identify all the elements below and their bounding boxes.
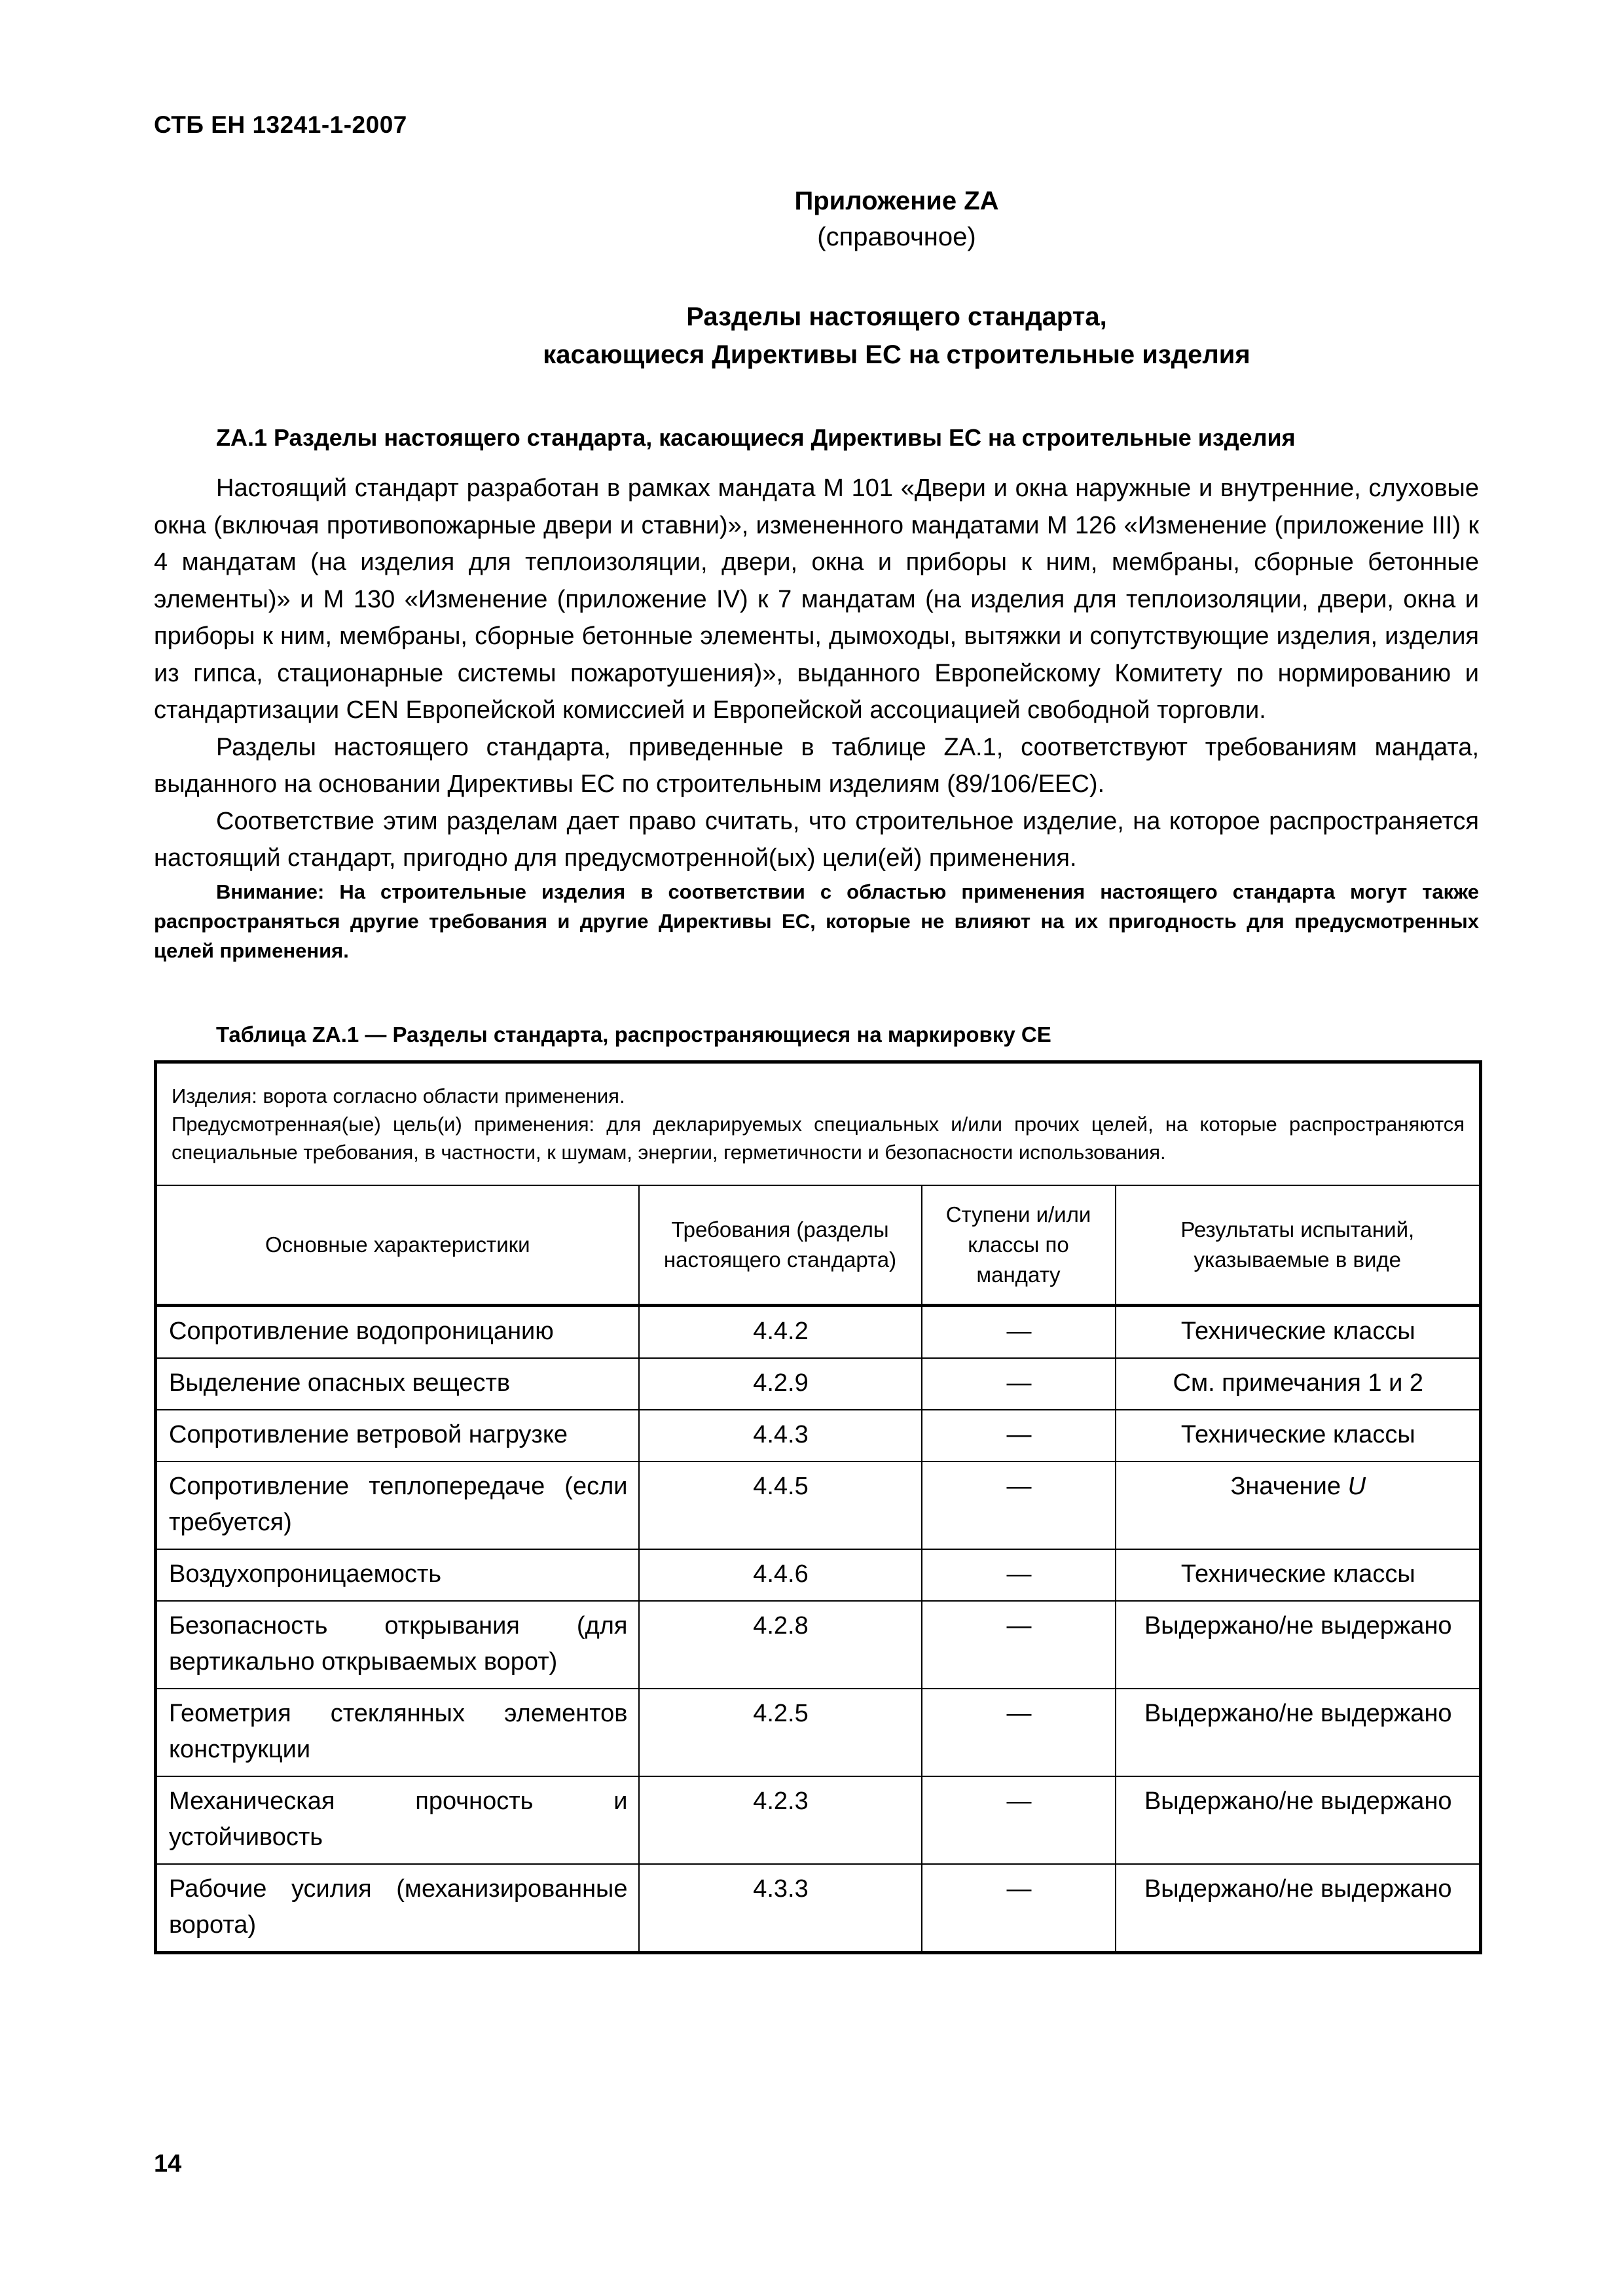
table-intro-cell: [156, 1062, 1481, 1186]
main-title: [85, 298, 1623, 374]
class-cell-text: —: [1006, 1369, 1032, 1397]
class-cell: [922, 1410, 1116, 1462]
table-row: [156, 1549, 1481, 1601]
characteristic-cell-text: Геометрия стеклянных элементов конструкции: [169, 1700, 628, 1763]
main-title-line-1: Разделы настоящего стандарта,: [686, 302, 1107, 331]
characteristic-cell-text: Сопротивление ветровой нагрузке: [169, 1421, 568, 1448]
table-row: [156, 1306, 1481, 1359]
result-cell: [1116, 1601, 1481, 1689]
result-symbol: U: [1347, 1473, 1366, 1500]
clause-cell-text: 4.3.3: [753, 1875, 809, 1903]
characteristic-cell: [156, 1358, 639, 1410]
result-cell-text: Технические классы: [1180, 1421, 1415, 1448]
column-header-requirements: Требования (разделы настоящего стандарта): [639, 1185, 922, 1306]
clause-cell-text: 4.4.3: [753, 1421, 809, 1448]
characteristic-cell-text: Воздухопроницаемость: [169, 1560, 442, 1588]
clause-cell: [639, 1689, 922, 1776]
characteristic-cell: [156, 1776, 639, 1864]
class-cell-text: —: [1006, 1612, 1032, 1640]
column-header-results: Результаты испытаний, указываемые в виде: [1116, 1185, 1481, 1306]
table-row: [156, 1358, 1481, 1410]
class-cell-text: —: [1006, 1318, 1032, 1345]
clause-cell-text: 4.2.8: [753, 1612, 809, 1640]
table-row: [156, 1689, 1481, 1776]
class-cell: [922, 1549, 1116, 1601]
table-row: [156, 1864, 1481, 1953]
warning-paragraph: Внимание: На строительные изделия в соответствии с областью применения настоящего стандарта могут также распространяться другие требования и другие Директивы ЕС, которые не влияют на их пригодность для предусмотренных целей применения.: [154, 880, 1479, 962]
result-cell: [1116, 1306, 1481, 1359]
paragraph: Настоящий стандарт разработан в рамках мандата М 101 «Двери и окна наружные и внутренние, слуховые окна (включая противопожарные двери и ставни)», измененного мандатами М 126 «Изменение (приложение III) к 4 мандатам (на изделия для теплоизоляции, двери, окна и приборы к ним, мембраны, сборные бетонные элементы)» и М 130 «Изменение (приложение IV) к 7 мандатам (на изделия для теплоизоляции, двери, окна и приборы к ним, мембраны, сборные бетонные элементы, дымоходы, вытяжки и сопутствующие изделия, изделия из гипса, стационарные системы пожаротушения)», выданного Европейскому Комитету по нормированию и стандартизации CEN Европейской комиссией и Европейской ассоциацией свободной торговли.: [154, 475, 1479, 724]
class-cell-text: —: [1006, 1560, 1032, 1588]
section-heading: ZA.1 Разделы настоящего стандарта, касающиеся Директивы ЕС на строительные изделия: [216, 424, 1296, 451]
characteristic-cell-text: Выделение опасных веществ: [169, 1369, 511, 1397]
paragraph: Соответствие этим разделам дает право считать, что строительное изделие, на которое распространяется настоящий стандарт, пригодно для предусмотренной(ых) цели(ей) применения.: [154, 807, 1479, 872]
characteristic-cell: [156, 1549, 639, 1601]
table-body: [156, 1306, 1481, 1953]
result-cell-text: Выдержано/не выдержано: [1144, 1700, 1452, 1727]
class-cell: [922, 1462, 1116, 1549]
clause-cell-text: 4.2.5: [753, 1700, 809, 1727]
column-header-classes: Ступени и/или классы по мандату: [922, 1185, 1116, 1306]
result-cell-text: См. примечания 1 и 2: [1173, 1369, 1424, 1397]
clause-cell: [639, 1410, 922, 1462]
paragraph: Разделы настоящего стандарта, приведенные в таблице ZA.1, соответствуют требованиям мандата, выданного на основании Директивы ЕС по строительным изделиям (89/106/EEC).: [154, 733, 1479, 798]
table-intro-purpose: Предусмотренная(ые) цель(и) применения: для декларируемых специальных и/или прочих целей, на которые распространяются специальные требования, в частности, к шумам, энергии, герметичности и безопасности использования.: [172, 1113, 1465, 1164]
page-number: 14: [154, 2150, 182, 2178]
clause-cell-text: 4.2.9: [753, 1369, 809, 1397]
characteristic-cell: [156, 1306, 639, 1359]
annex-title: Приложение ZA: [794, 187, 999, 215]
table-caption: Таблица ZA.1 — Разделы стандарта, распространяющиеся на маркировку СЕ: [216, 1022, 1051, 1047]
clause-cell: [639, 1601, 922, 1689]
class-cell-text: —: [1006, 1787, 1032, 1815]
class-cell-text: —: [1006, 1421, 1032, 1448]
annex-subtitle: (справочное): [817, 223, 976, 251]
class-cell-text: —: [1006, 1700, 1032, 1727]
characteristic-cell: [156, 1462, 639, 1549]
table-row: [156, 1601, 1481, 1689]
result-cell-text: Значение: [1230, 1473, 1341, 1500]
characteristic-cell-text: Сопротивление теплопередаче (если требуется): [169, 1473, 628, 1536]
result-cell-text: Выдержано/не выдержано: [1144, 1787, 1452, 1815]
clause-cell: [639, 1549, 922, 1601]
result-cell: [1116, 1864, 1481, 1953]
class-cell: [922, 1306, 1116, 1359]
result-cell-text: Технические классы: [1180, 1560, 1415, 1588]
result-cell-text: Технические классы: [1180, 1318, 1415, 1345]
table-intro-row: [156, 1062, 1481, 1186]
class-cell-text: —: [1006, 1875, 1032, 1903]
table-row: [156, 1462, 1481, 1549]
table-intro-products: Изделия: ворота согласно области применения.: [172, 1085, 625, 1107]
section-body: [154, 470, 1479, 965]
result-cell: [1116, 1462, 1481, 1549]
document-code: СТБ ЕН 13241-1-2007: [154, 111, 407, 138]
characteristic-cell: [156, 1689, 639, 1776]
clause-cell-text: 4.4.5: [753, 1473, 809, 1500]
clause-cell: [639, 1462, 922, 1549]
class-cell: [922, 1601, 1116, 1689]
table-row: [156, 1410, 1481, 1462]
clause-cell-text: 4.4.6: [753, 1560, 809, 1588]
characteristic-cell-text: Рабочие усилия (механизированные ворота): [169, 1875, 628, 1939]
clause-cell-text: 4.2.3: [753, 1787, 809, 1815]
result-cell: [1116, 1689, 1481, 1776]
result-cell-text: Выдержано/не выдержано: [1144, 1875, 1452, 1903]
clause-cell: [639, 1306, 922, 1359]
result-cell: [1116, 1776, 1481, 1864]
main-title-line-2: касающиеся Директивы ЕС на строительные изделия: [543, 340, 1250, 369]
table-za1: [154, 1060, 1482, 1954]
table-row: [156, 1776, 1481, 1864]
column-header-characteristics: Основные характеристики: [156, 1185, 639, 1306]
class-cell: [922, 1864, 1116, 1953]
characteristic-cell-text: Сопротивление водопроницанию: [169, 1318, 554, 1345]
clause-cell-text: 4.4.2: [753, 1318, 809, 1345]
clause-cell: [639, 1358, 922, 1410]
result-cell-text: Выдержано/не выдержано: [1144, 1612, 1452, 1640]
result-cell: [1116, 1549, 1481, 1601]
characteristic-cell: [156, 1601, 639, 1689]
clause-cell: [639, 1864, 922, 1953]
class-cell-text: —: [1006, 1473, 1032, 1500]
characteristic-cell: [156, 1410, 639, 1462]
characteristic-cell-text: Механическая прочность и устойчивость: [169, 1787, 628, 1851]
clause-cell: [639, 1776, 922, 1864]
characteristic-cell-text: Безопасность открывания (для вертикально открываемых ворот): [169, 1612, 628, 1676]
class-cell: [922, 1776, 1116, 1864]
characteristic-cell: [156, 1864, 639, 1953]
result-cell: [1116, 1358, 1481, 1410]
result-cell: [1116, 1410, 1481, 1462]
table-header-row: [156, 1185, 1481, 1306]
class-cell: [922, 1358, 1116, 1410]
class-cell: [922, 1689, 1116, 1776]
